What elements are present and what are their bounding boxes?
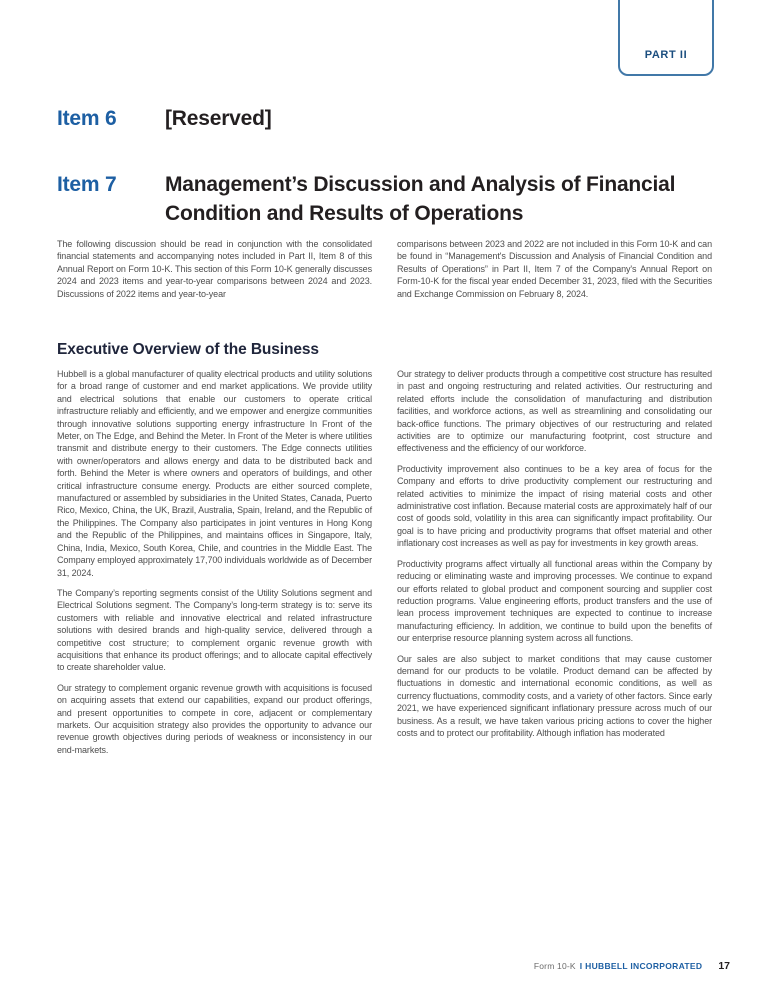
footer-company-name: HUBBELL INCORPORATED [585, 961, 703, 971]
intro-right-paragraph: comparisons between 2023 and 2022 are not included in this Form 10-K and can be found in “Management's Discussion and Analysis of Financial Condition and Results of Operations” in Part II, Item 7 of the Company's Annual Report on Form-10-K for the fiscal year ended December 31, 2023, filed with the Securities and Exchange Commission on February 8, 2024. [397, 239, 712, 299]
item7-title: Management’s Discussion and Analysis of Financial Condition and Results of Operations [165, 173, 676, 225]
item7-heading [57, 170, 712, 228]
body-paragraph: Our strategy to deliver products through a competitive cost structure has resulted in past and ongoing restructuring and related activities. Our restructuring and related efforts include the consolidation of manufacturing and distribution facilities, and workforce actions, as well as streamlining and consolidating our back-office functions. The primary objectives of our restructuring and related activities are to optimize our manufacturing footprint, cost structure and effectiveness and the efficiency of our workforce. [397, 369, 712, 454]
section-heading: Executive Overview of the Business [57, 341, 319, 358]
footer-form-label: Form 10-K [533, 961, 576, 971]
body-paragraph: The Company’s reporting segments consist of the Utility Solutions segment and Electrical Solutions segment. The Company’s long-term strategy is to: serve its customers with reliable and innovative electrical and related infrastructure solutions with desired brands and high-quality service, delivered through a competitive cost structure; to complement organic revenue growth with acquisitions that enhance its product offerings; and to allocate capital effectively to create shareholder value. [57, 587, 372, 673]
left-column [57, 368, 372, 764]
body-paragraph: Our strategy to complement organic revenue growth with acquisitions is focused on acquiring assets that extend our capabilities, expand our product offerings, and present opportunities to compete in core, adjacent or complementary markets. Our acquisition strategy also provides the opportunity to advance our revenue growth objectives during periods of weakness or inconsistency in our end-markets. [57, 682, 372, 755]
body-paragraph: Hubbell is a global manufacturer of quality electrical products and utility solutions for a broad range of customer and end market applications. We provide utility and electrical solutions that enable our customers to operate critical infrastructure reliably and efficiently, and we empower and energize communities through innovative solutions supporting energy infrastructure In Front of the Meter, on The Edge, and Behind the Meter. In Front of the Meter is where utilities transmit and distribute energy to their customers. The Edge connects utilities with owner/operators and allows energy and data to be distributed back and forth. Behind the Meter is where owners and operators of buildings, and other critical infrastructure consume energy. Products are either sourced complete, manufactured or assembled by subsidiaries in the United States, Canada, Puerto Rico, Mexico, China, the UK, Brazil, Australia, Spain, Ireland, and the Republic of the Philippines. The Company also participates in joint ventures in Hong Kong and the Republic of the Philippines, and maintains offices in Singapore, Italy, China, India, Mexico, South Korea, Chile, and countries in the Middle East. The Company employed approximately 17,700 individuals worldwide as of December 31, 2024. [57, 369, 372, 578]
item7-number: Item 7 [57, 173, 117, 196]
item6-number: Item 6 [57, 107, 117, 130]
page-number: 17 [718, 960, 730, 972]
body-paragraph: Our sales are also subject to market conditions that may cause customer demand for our products to be volatile. Product demand can be affected by fluctuations in domestic and international economic conditions, as well as currency fluctuations, commodity costs, and a variety of other factors. Since early 2021, we have experienced significant inflationary pressure across much of our business. As a result, we have taken various pricing actions to cover the higher costs and to protect our profitability. Although inflation has moderated [397, 653, 712, 738]
part-label-box [618, 0, 714, 76]
item6-heading [57, 104, 712, 133]
intro-section [57, 238, 712, 308]
intro-left-paragraph: The following discussion should be read in conjunction with the consolidated financial statements and accompanying notes included in Part II, Item 8 of this Annual Report on Form 10-K. This section of this Form 10-K generally discusses 2024 and 2023 items and year-to-year comparisons between 2024 and 2023. Discussions of 2022 items and year-to-year [57, 239, 372, 299]
body-paragraph: Productivity programs affect virtually all functional areas within the Company by reducing or eliminating waste and improving processes. We continue to expand our efforts related to global product and component sourcing and supplier cost reduction programs. Value engineering efforts, product transfers and the use of lean process improvement techniques are expected to continue to increase manufacturing efficiency. In addition, we continue to build upon the benefits of our enterprise resource planning system across all functions. [397, 558, 712, 644]
page-footer [534, 960, 730, 972]
body-paragraph: Productivity improvement also continues to be a key area of focus for the Company and efforts to drive productivity complement our restructuring and related activities to minimize the impact of rising material costs and other administrative cost inflation. Because material costs are approximately half of our cost of goods sold, volatility in this area can significantly impact profitability. Our goal is to have pricing and productivity programs that offset material and other inflationary cost increases as well as pay for investments in key growth areas. [397, 463, 712, 549]
right-column [397, 368, 712, 764]
overview-columns [57, 368, 712, 764]
footer-separator: I [579, 961, 583, 971]
part-label: PART II [644, 49, 688, 61]
item6-title: [Reserved] [165, 107, 272, 130]
